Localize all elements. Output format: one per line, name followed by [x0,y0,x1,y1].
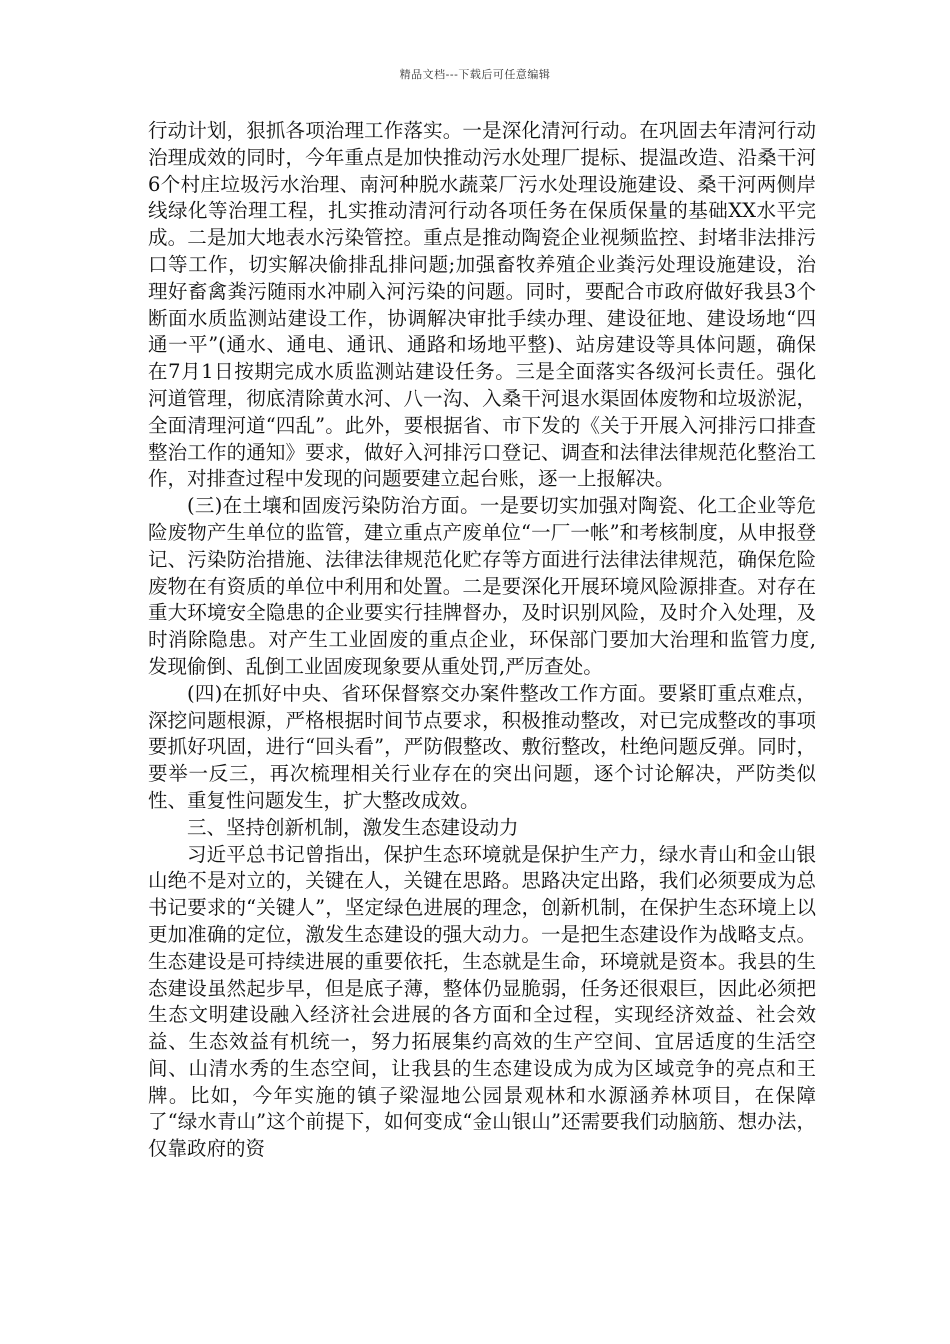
paragraph-water-action: 行动计划，狠抓各项治理工作落实。一是深化清河行动。在巩固去年清河行动治理成效的同时，今年重点是加快推动污水处理厂提标、提温改造、沿桑干河6个村庄垃圾污水治理、南河种脱水蔬菜厂污水处理设施建设、桑干河两侧岸线绿化等治理工程，扎实推动清河行动各项任务在保质保量的基础XX水平完成。二是加大地表水污染管控。重点是推动陶瓷企业视频监控、封堵非法排污口等工作，切实解决偷排乱排问题;加强畜牧养殖企业粪污处理设施建设，治理好畜禽粪污随雨水冲刷入河污染的问题。同时，要配合市政府做好我县3个断面水质监测站建设工作，协调解决审批手续办理、建设征地、建设场地“四通一平”(通水、通电、通讯、通路和场地平整)、站房建设等具体问题，确保在7月1日按期完成水质监测站建设任务。三是全面落实各级河长责任。强化河道管理，彻底清除黄水河、八一沟、入桑干河退水渠固体废物和垃圾淤泥，全面清理河道“四乱”。此外，要根据省、市下发的《关于开展入河排污口排查整治工作的通知》要求，做好入河排污口登记、调查和法律法律规范化整治工作，对排查过程中发现的问题要建立起台账，逐一上报解决。 [148,119,816,491]
paragraph-inspection-rectification: (四)在抓好中央、省环保督察交办案件整改工作方面。要紧盯重点难点，深挖问题根源，严格根据时间节点要求，积极推动整改，对已完成整改的事项要抓好巩固，进行“回头看”，严防假整改、敷衍整改，杜绝问题反弹。同时，要举一反三，再次梳理相关行业存在的突出问题，逐个讨论解决，严防类似性、重复性问题发生，扩大整改成效。 [148,681,816,812]
paragraph-soil-waste: (三)在土壤和固废污染防治方面。一是要切实加强对陶瓷、化工企业等危险废物产生单位的监管，建立重点产废单位“一厂一帐”和考核制度，从申报登记、污染防治措施、法律法律规范化贮存等方面进行法律法律规范，确保危险废物在有资质的单位中利用和处置。二是要深化开展环境风险源排查。对存在重大环境安全隐患的企业要实行挂牌督办，及时识别风险，及时介入处理，及时消除隐患。对产生工业固废的重点企业，环保部门要加大治理和监管力度,发现偷倒、乱倒工业固废现象要从重处罚,严厉查处。 [148,494,816,678]
paragraph-ecology-mechanism: 习近平总书记曾指出，保护生态环境就是保护生产力，绿水青山和金山银山绝不是对立的，关键在人，关键在思路。思路决定出路，我们必须要成为总书记要求的“关键人”，坚定绿色进展的理念，创新机制，在保护生态环境上以更加准确的定位，激发生态建设的强大动力。一是把生态建设作为战略支点。生态建设是可持续进展的重要依托，生态就是生命，环境就是资本。我县的生态建设虽然起步早，但是底子薄，整体仍显脆弱，任务还很艰巨，因此必须把生态文明建设融入经济社会进展的各方面和全过程，实现经济效益、社会效益、生态效益有机统一，努力拓展集约高效的生产空间、宜居适度的生活空间、山清水秀的生态空间，让我县的生态建设成为成为区域竞争的亮点和王牌。比如，今年实施的镇子梁湿地公园景观林和水源涵养林项目，在保障了“绿水青山”这个前提下，如何变成“金山银山”还需要我们动脑筋、想办法，仅靠政府的资 [148,842,816,1161]
document-body [148,118,816,1163]
page-header: 精品文档---下载后可任意编辑 [399,68,551,81]
section-heading-innovation: 三、坚持创新机制，激发生态建设动力 [187,815,519,839]
